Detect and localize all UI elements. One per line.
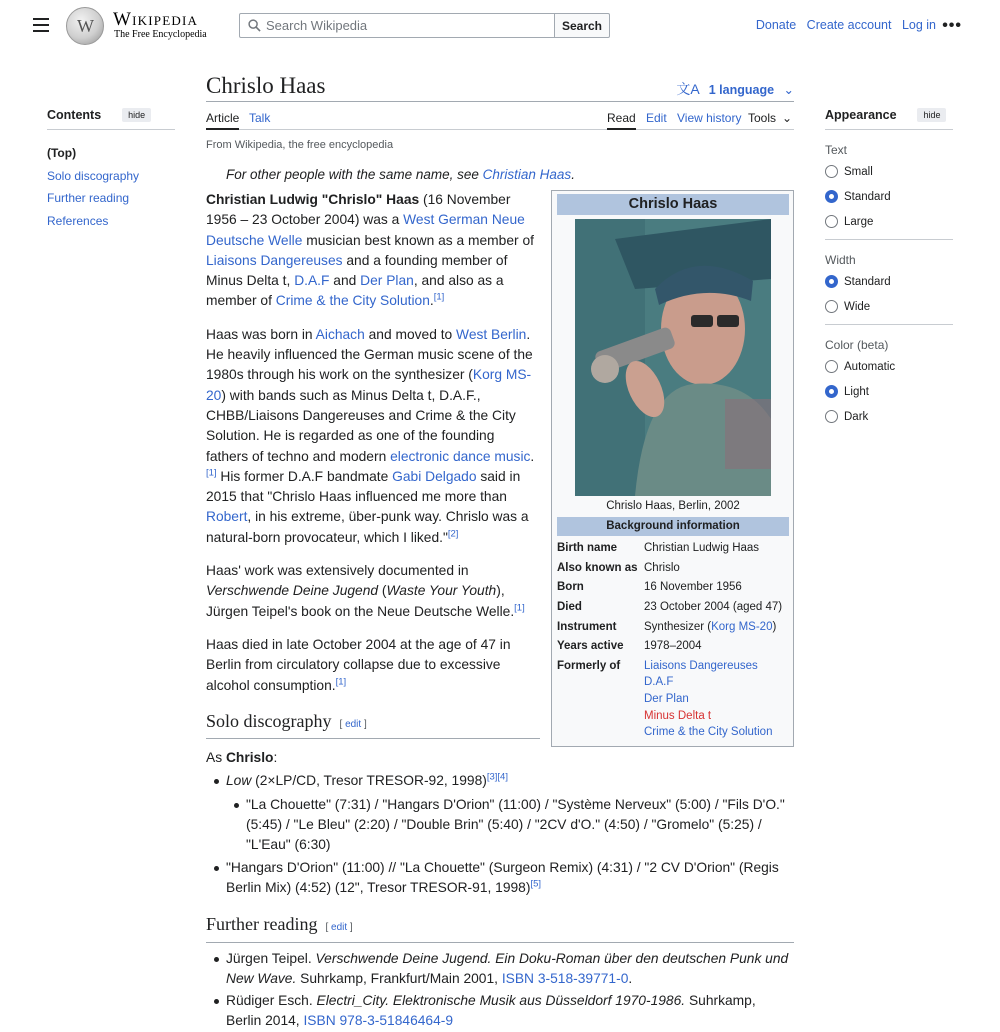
toc-item-references[interactable]: References [47,213,109,228]
tab-edit[interactable]: Edit [646,111,667,125]
book-title: Verschwende Deine Jugend. Ein Doku-Roman über den deutschen Punk und New Wave. [226,950,789,986]
text: ), Jürgen Teipel's book on the Neue Deutsche Welle. [206,583,515,619]
width-wide-option[interactable] [825,294,953,319]
book-title-translation: Waste Your Youth [386,583,497,599]
text: Haas was born in [206,326,316,342]
tools-label: Tools [748,111,777,125]
text: ( [378,583,387,599]
text: Rüdiger Esch. [226,993,317,1009]
article-subject-name: Christian Ludwig "Chrislo" Haas [206,192,420,207]
link[interactable]: electronic dance music [390,448,531,464]
text: , and also as a member of [206,273,504,309]
paragraph-career [206,325,536,548]
hatnote [226,167,794,182]
text: ) with bands such as Minus Delta t, D.A.F., CHBB/Liaisons Dangereuses and Crime & the City Solution. He is regarded as one of the founding fathers of techno and modern [206,387,516,464]
heading-text: Solo discography [206,710,332,731]
appearance-title: Appearance [825,108,897,122]
site-subtitle: From Wikipedia, the free encyclopedia [206,139,394,151]
band-link[interactable]: D.A.F [644,676,674,689]
width-standard-option[interactable] [825,269,953,294]
link[interactable]: West German [403,212,488,228]
infobox-key: Born [557,581,584,594]
infobox-key: Instrument [557,620,617,633]
link[interactable]: Korg MS-20 [206,367,532,403]
link[interactable]: Neue Deutsche Welle [206,212,525,248]
more-options-icon[interactable]: ••• [942,17,962,34]
tab-talk[interactable]: Talk [249,111,271,125]
band-link[interactable]: Crime & the City Solution [644,726,773,739]
tab-article[interactable]: Article [206,111,239,130]
tab-view-history[interactable]: View history [677,111,742,125]
divider [825,239,953,240]
chevron-down-icon: ⌄ [783,83,794,97]
edit-link[interactable]: edit [345,718,362,730]
radio-icon[interactable] [825,360,838,373]
toc-header [47,106,175,130]
option-label: Dark [844,410,869,423]
main-content [206,70,794,1032]
link[interactable]: D.A.F [294,273,330,289]
hatnote-link[interactable]: Christian Haas [482,167,572,182]
link[interactable]: West Berlin [456,326,527,342]
citation-link[interactable]: [5] [530,878,542,890]
width-options [825,269,953,319]
article-body [206,190,794,1032]
section-edit-link: [ edit ] [339,718,367,730]
tab-read[interactable]: Read [607,111,636,130]
section-heading-solo-discography [206,711,540,739]
search-button[interactable]: Search [554,13,610,38]
infobox-title: Chrislo Haas [557,194,789,215]
text: : [273,750,278,766]
text: His former D.A.F bandmate [216,468,393,484]
search-input[interactable] [266,14,551,37]
list-item: "La Chouette" (7:31) / "Hangars D'Orion" (11:00) / "Système Nerveux" (5:00) / "Fils D'O." (5:45) / "Le Bleu" (2:20) / "Double Brin" (5:40) / "2CV d'O." (4:50) / "Gromelo" (5:25) / "L'Eau" (6:30) [246,795,794,856]
text: Suhrkamp, Frankfurt/Main 2001, [296,970,502,986]
text: . [530,448,535,464]
page-tabs [206,102,794,130]
color-automatic-option[interactable] [825,354,953,379]
link[interactable]: Aichach [315,326,365,342]
infobox-text: Synthesizer ( [644,620,712,633]
color-dark-option[interactable] [825,404,953,429]
language-icon: 文A [676,81,700,97]
list-item [226,949,794,990]
infobox-value [644,619,789,636]
infobox-row-aka [557,558,789,578]
section-edit-link: [ edit ] [325,922,353,934]
infobox-row-years-active [557,637,789,657]
citation-link[interactable]: [3] [486,771,498,783]
toc-item-top[interactable]: (Top) [47,146,77,160]
radio-icon[interactable] [825,300,838,313]
korg-ms20-link[interactable]: Korg MS-20 [711,620,773,633]
citation-link[interactable]: [2] [447,528,459,540]
radio-selected-icon[interactable] [825,190,838,203]
citation-link[interactable]: [1] [206,467,217,479]
infobox-section-header: Background information [557,517,789,536]
infobox-key: Birth name [557,542,618,555]
list-item [226,771,794,855]
text: musician best known as a member of [302,232,534,248]
text: and [329,273,361,289]
infobox-value: Christian Ludwig Haas [644,542,760,555]
divider [825,324,953,325]
text: . [429,293,434,309]
heading-text: Further reading [206,914,318,935]
hatnote-text: . [571,167,575,182]
section-heading-further-reading [206,914,794,942]
text: . [628,970,633,986]
radio-icon[interactable] [825,215,838,228]
text: , in his extreme, über-punk way. Chrislo was a natural-born provocateur, which I liked." [206,509,529,545]
text-size-label: Text [825,143,848,157]
text: "Hangars D'Orion" (11:00) // "La Chouette" (Surgeon Remix) (4:31) / "2 CV D'Orion" (Regis Berlin Mix) (4:52) (12", Tresor TRESOR-91, 1998) [226,859,779,895]
citation-link[interactable]: [4] [497,771,508,783]
text: Jürgen Teipel. [226,950,316,966]
search-box [239,13,555,38]
main-menu-icon[interactable] [33,18,49,32]
option-label: Standard [844,190,891,203]
text: (2×LP/CD, Tresor TRESOR-92, 1998) [251,773,487,789]
appearance-hide-button[interactable]: hide [917,108,946,122]
discography-intro [206,748,794,768]
radio-selected-icon[interactable] [825,275,838,288]
text: As [206,750,226,766]
citation-link[interactable]: [1] [335,675,347,687]
infobox-row-born [557,578,789,598]
appearance-panel [825,106,953,429]
link[interactable]: Crime & the City Solution [275,293,430,309]
isbn-link[interactable]: ISBN 3-518-39771-0 [501,970,629,986]
option-label: Light [844,385,869,398]
text-size-options [825,159,953,234]
user-links [749,18,936,32]
create-account-link[interactable]: Create account [806,18,892,32]
radio-selected-icon[interactable] [825,385,838,398]
album-title: Low [226,773,252,789]
text: (16 November 1956 – 23 October 2004) was a [206,192,511,228]
list-item [226,858,794,899]
infobox-key: Formerly of [557,659,621,672]
donate-link[interactable]: Donate [755,18,797,32]
infobox-row-formerly-of [557,656,789,742]
link[interactable]: Der Plan [360,273,414,289]
infobox-row-died [557,598,789,618]
option-label: Large [844,215,874,228]
band-link[interactable]: Der Plan [644,693,689,706]
toc-hide-button[interactable]: hide [122,108,151,122]
text-size-small-option[interactable] [825,159,953,184]
discography-list [226,771,794,898]
citation-link[interactable]: [1] [514,602,525,614]
search-icon [248,19,261,32]
wikipedia-globe-logo[interactable] [66,7,104,45]
chevron-down-icon: ⌄ [782,111,793,125]
text-size-large-option[interactable] [825,209,953,234]
option-label: Small [844,165,873,178]
alias-name: Chrislo [225,750,274,766]
paragraph-documentation [206,561,536,622]
toc-title: Contents [47,108,102,122]
link[interactable]: Liaisons Dangereuses [206,252,343,268]
toc-item-solo-discography[interactable]: Solo discography [47,168,140,183]
band-redlink[interactable]: Minus Delta t [644,709,712,722]
table-of-contents [47,106,175,228]
color-light-option[interactable] [825,379,953,404]
radio-icon[interactable] [825,165,838,178]
book-title: Electri_City. Elektronische Musik aus Düsseldorf 1970-1986. [316,993,686,1009]
wikipedia-tagline: The Free Encyclopedia [114,29,207,40]
tools-dropdown[interactable] [748,111,792,125]
hatnote-text: For other people with the same name, see [226,167,483,182]
page-title: Chrislo Haas [206,73,326,98]
text-size-standard-option[interactable] [825,184,953,209]
toc-item-further-reading[interactable]: Further reading [47,191,130,205]
infobox-key: Died [557,601,582,614]
infobox-row-instrument [557,617,789,637]
infobox-row-birth-name [557,539,789,559]
option-label: Wide [844,300,871,313]
wikipedia-wordmark[interactable]: Wikipedia [113,9,199,30]
option-label: Standard [844,275,891,288]
portrait-photo[interactable] [575,219,771,496]
text: . He heavily influenced the German music scene of the 1980s through his work on the synthesizer ( [206,326,533,383]
text: Haas' work was extensively documented in [206,563,469,579]
text: Haas died in late October 2004 at the age of 47 in Berlin from circulatory collapse due to excessive alcohol consumption. [206,636,511,693]
log-in-link[interactable]: Log in [901,18,936,32]
photo-caption: Chrislo Haas, Berlin, 2002 [606,499,740,512]
infobox-value: 16 November 1956 [644,581,742,594]
width-label: Width [825,253,856,267]
text: and moved to [364,326,457,342]
edit-link[interactable]: edit [331,922,348,934]
infobox-value: 23 October 2004 (aged 47) [644,601,783,614]
infobox-key: Years active [557,640,624,653]
link[interactable]: Gabi Delgado [392,468,477,484]
radio-icon[interactable] [825,410,838,423]
citation-link[interactable]: [1] [433,291,445,303]
paragraph-death [206,635,536,696]
infobox-value: 1978–2004 [644,640,702,653]
further-reading-list [226,949,794,1032]
list-item [226,991,794,1032]
portrait-image [575,219,771,496]
infobox-text: ) [772,620,777,633]
title-row [206,70,794,102]
isbn-link[interactable]: ISBN 978-3-51846464-9 [303,1013,454,1029]
color-options [825,354,953,429]
link[interactable]: Robert [206,509,248,525]
tracklist [246,795,794,856]
infobox-key: Also known as [557,561,638,574]
paragraph-intro [206,190,536,312]
site-header [0,0,1000,52]
language-button[interactable] [676,79,794,99]
text: Suhrkamp, Berlin 2014, [226,993,756,1029]
appearance-header [825,106,953,130]
book-title: Verschwende Deine Jugend [206,583,379,599]
text: said in 2015 that "Chrislo Haas influenced me more than [206,468,521,505]
color-label: Color (beta) [825,338,889,352]
text: and a founding member of Minus Delta t, [206,252,508,289]
option-label: Automatic [844,360,896,373]
band-link[interactable]: Liaisons Dangereuses [644,659,758,672]
infobox-value [644,658,789,741]
infobox [551,190,794,747]
infobox-value: Chrislo [644,561,680,574]
language-button-label: 1 language [708,83,775,97]
